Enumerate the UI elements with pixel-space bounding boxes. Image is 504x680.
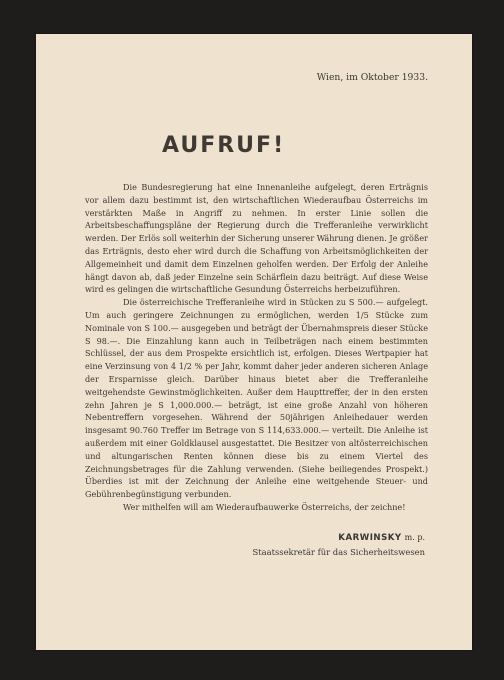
paragraph-1: Die Bundesregierung hat eine Innenanleihe aufgelegt, deren Erträgnis vor allem dazu bestimmt ist, den wirtschaftlichen Wiederaufbau Österreichs im verstärkten Maße in Angriff zu nehmen. In erster Linie sollen die Arbeitsbeschaffungspläne der Regierung durch die Trefferanleihe verwirklicht werden. Der Erlös soll weiterhin der Sicherung unserer Währung dienen. Je größer das Erträgnis, desto eher wird durch die Schaffung von Arbeitsmöglichkeiten der Allgemeinheit und damit dem Einzelnen geholfen werden. Der Erfolg der Anleihe hängt davon ab, daß jeder Einzelne sein Schärflein dazu beiträgt. Auf diese Weise wird es gelingen die wirtschaftliche Gesundung Österreichs herbeizuführen. <box>85 182 428 295</box>
paragraph-2: Die österreichische Trefferanleihe wird in Stücken zu S 500.— aufgelegt. Um auch geringere Zeichnungen zu ermöglichen, werden 1/5 Stücke zum Nominale von S 100.— ausgegeben und beträgt der Übernahmspreis dieser Stücke S 98.—. Die Einzahlung kann auch in Teilbeträgen nach einem bestimmten Schlüssel, der aus dem Prospekte ersichtlich ist, erfolgen. Dieses Wertpapier hat eine Verzinsung von 4 1/2 % per Jahr, kommt daher jeder anderen sicheren Anlage der Ersparnisse gleich. Darüber hinaus bietet aber die Trefferanleihe weitgehendste Gewinstmöglichkeiten. Außer dem Haupttreffer, der in den ersten zehn Jahren je S 1,000.000.— beträgt, ist eine große Anzahl von höheren Nebentreffern vorgesehen. Während der 50jährigen Anleihedauer werden insgesamt 90.760 Treffer im Betrage von S 114,633.000.— verteilt. Die Anleihe ist außerdem mit einer Goldklausel ausgestattet. Die Besitzer von altösterreichischen und altungarischen Renten können diese bis zu einem Viertel des Zeichnungsbetrages für die Zahlung verwenden. (Siehe beiliegendes Prospekt.) Überdies ist mit der Zeichnung der Anleihe eine weitgehende Steuer- und Gebührenbegünstigung verbunden. <box>85 297 428 500</box>
signatory-role: Staatssekretär für das Sicherheitswesen <box>252 546 425 557</box>
document-sheet <box>36 34 472 650</box>
signatory-name: KARWINSKY <box>338 532 402 543</box>
signature-block <box>85 530 428 559</box>
dateline: Wien, im Oktober 1933. <box>316 72 428 83</box>
signatory-suffix: m. p. <box>404 532 425 542</box>
document-title: AUFRUF! <box>162 133 286 158</box>
document-body <box>85 181 428 514</box>
paragraph-3: Wer mithelfen will am Wiederaufbauwerke Österreichs, der zeichne! <box>123 501 406 512</box>
